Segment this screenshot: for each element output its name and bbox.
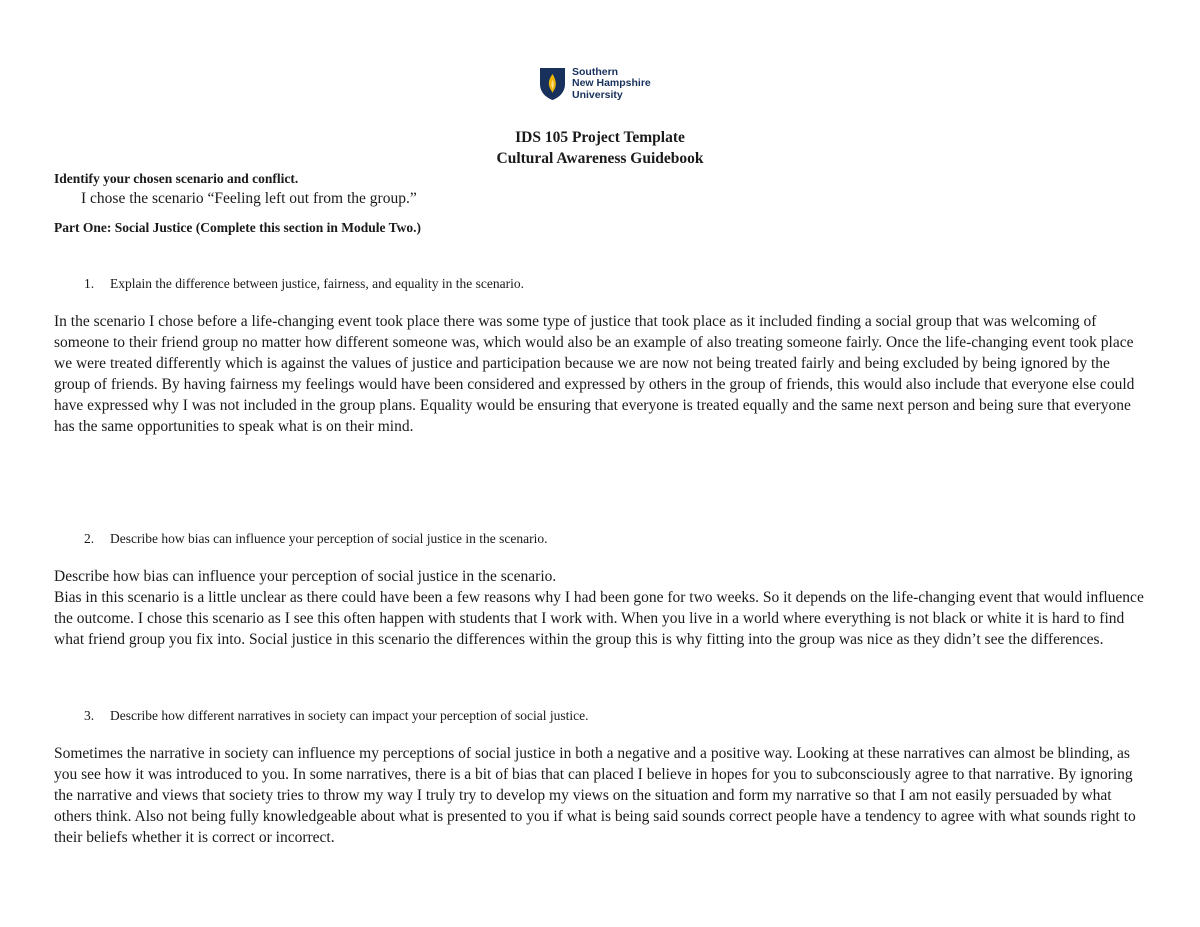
question-number: 1. — [84, 276, 95, 291]
question-1 — [84, 275, 524, 293]
answer-2-restated-prompt: Describe how bias can influence your perception of social justice in the scenario. — [54, 568, 557, 585]
logo-line-2: New Hampshire — [572, 77, 651, 90]
identify-heading: Identify your chosen scenario and conflict. — [54, 171, 299, 186]
question-prompt: Explain the difference between justice, fairness, and equality in the scenario. — [110, 276, 524, 291]
logo-line-1: Southern — [572, 65, 619, 78]
snhu-shield-flame-icon — [539, 67, 566, 101]
logo-wordmark — [572, 67, 651, 102]
scenario-text: I chose the scenario “Feeling left out from the group.” — [81, 190, 417, 207]
question-3 — [84, 707, 588, 725]
answer-2: Bias in this scenario is a little unclear as there could have been a few reasons why I had been gone for two weeks. So it depends on the life-changing event that would influence the outcome. I chose this scenario as I see this often happen with students that I work with. When you live in a world where everything is not black or white it is hard to find what friend group you fix into. Social justice in this scenario the differences within the group this is why fitting into the group was nice as they didn’t see the differences. — [54, 589, 1144, 648]
logo-line-3: University — [572, 88, 623, 101]
university-logo — [539, 65, 669, 103]
part-one-heading: Part One: Social Justice (Complete this section in Module Two.) — [54, 220, 421, 235]
question-prompt: Describe how different narratives in society can impact your perception of social justice. — [110, 708, 589, 723]
question-prompt: Describe how bias can influence your perception of social justice in the scenario. — [110, 531, 548, 546]
answer-1: In the scenario I chose before a life-changing event took place there was some type of justice that took place as it included finding a social group that was welcoming of someone to their friend group no matter how different someone was, which would also be an example of also treating someone fairly. Once the life-changing event took place we were treated differently which is against the values of justice and participation because we are now not being treated fairly and being excluded by being ignored by the group of friends. By having fairness my feelings would have been considered and expressed by others in the group of friends, this would also include that everyone else could have expressed why I was not included in the group plans. Equality would be ensuring that everyone is treated equally and the same next person and being sure that everyone has the same opportunities to speak what is on their mind. — [54, 313, 1135, 435]
question-number: 3. — [84, 708, 95, 723]
document-title: IDS 105 Project Template — [515, 129, 685, 146]
answer-3: Sometimes the narrative in society can influence my perceptions of social justice in both a negative and a positive way. Looking at these narratives can almost be blinding, as you see how it was introduced to you. In some narratives, there is a bit of bias that can placed I believe in hopes for you to subconsciously agree to that narrative. By ignoring the narrative and views that society tries to throw my way I truly try to develop my views on the situation and form my narrative so that I am not easily persuaded by what others think. Also not being fully knowledgeable about what is presented to you if what is being said sounds correct people have a tendency to agree with what sounds right to their beliefs whether it is correct or incorrect. — [54, 745, 1136, 846]
document-subtitle: Cultural Awareness Guidebook — [496, 150, 704, 167]
question-number: 2. — [84, 531, 95, 546]
question-2 — [84, 530, 547, 548]
